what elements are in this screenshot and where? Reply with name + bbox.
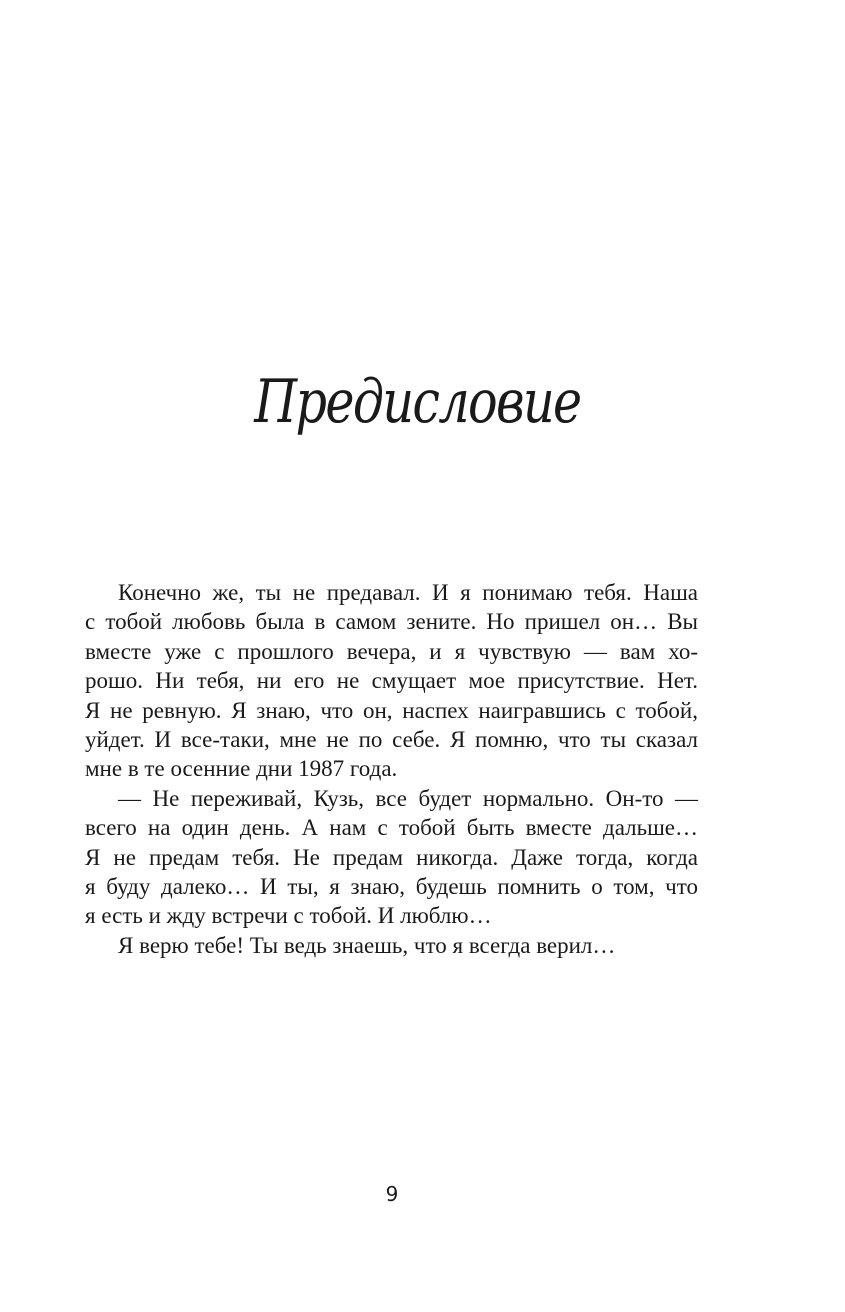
text-line: я буду далеко… И ты, я знаю, будешь помнить о том, что (85, 874, 698, 900)
text-line: рошо. Ни тебя, ни его не смущает мое присутствие. Нет. (85, 668, 698, 694)
text-line: всего на один день. А нам с тобой быть вместе дальше… (85, 815, 698, 841)
text-line: Я не предам тебя. Не предам никогда. Даже тогда, когда (85, 844, 698, 870)
body-text (85, 578, 698, 960)
page-number: 9 (385, 1182, 399, 1206)
text-line: мне в те осенние дни 1987 года. (85, 756, 398, 782)
paragraph-3 (118, 931, 698, 960)
paragraph-2 (85, 784, 698, 931)
text-line: уйдет. И все-таки, мне не по себе. Я помню, что ты сказал (85, 727, 698, 753)
text-line: с тобой любовь была в самом зените. Но пришел он… Вы (85, 609, 698, 635)
paragraph-1 (85, 578, 698, 784)
text-line: Я не ревную. Я знаю, что он, наспех наигравшись с тобой, (85, 697, 698, 723)
text-line: Конечно же, ты не предавал. И я понимаю тебя. Наша (118, 580, 698, 605)
text-line: вместе уже с прошлого вечера, и я чувствую — вам хо- (85, 638, 698, 664)
chapter-title: Предисловие (254, 367, 581, 437)
text-line: я есть и жду встречи с тобой. И люблю… (85, 903, 492, 929)
text-line: — Не переживай, Кузь, все будет нормально. Он-то — (118, 785, 698, 811)
text-line: Я верю тебе! Ты ведь знаешь, что я всегда верил… (118, 932, 616, 958)
